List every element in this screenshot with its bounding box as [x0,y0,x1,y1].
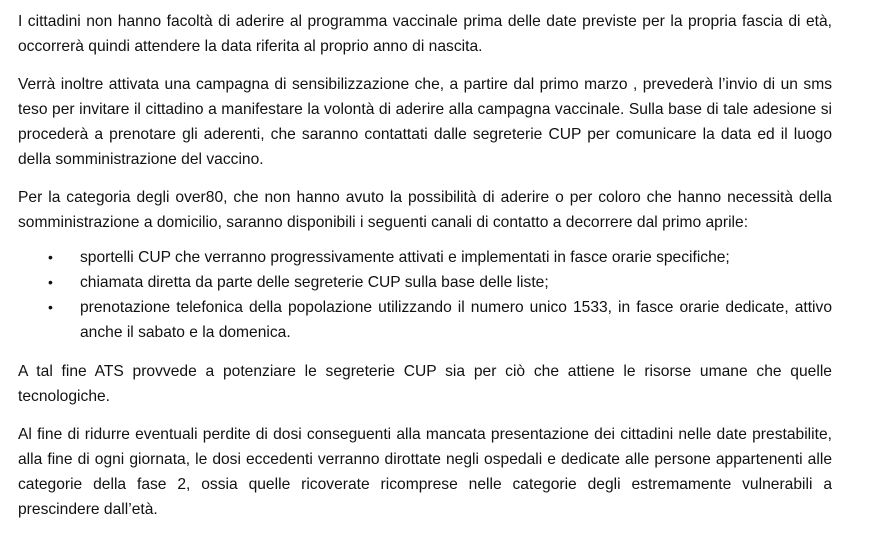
bullet-icon: • [48,249,53,265]
contact-channels-list [18,245,832,345]
list-item [18,295,832,345]
bullet-icon: • [48,299,53,315]
paragraph-awareness-campaign: Verrà inoltre attivata una campagna di sensibilizzazione che, a partire dal primo marzo , prevederà l’invio di un sms teso per invitare il cittadino a manifestare la volontà di aderire alla campagna vaccinale. Sulla base di tale adesione si procederà a prenotare gli aderenti, che saranno contattati dalle segreterie CUP per comunicare la data ed il luogo della somministrazione del vaccino. [18,76,832,168]
list-item-text: sportelli CUP che verranno progressivamente attivati e implementati in fasce orarie specifiche; [80,249,730,266]
paragraph-over80-channels: Per la categoria degli over80, che non hanno avuto la possibilità di aderire o per coloro che hanno necessità della somministrazione a domicilio, saranno disponibili i seguenti canali di contatto a decorrere dal primo aprile: [18,189,832,231]
list-item-text: chiamata diretta da parte delle segreterie CUP sulla base delle liste; [80,274,549,291]
list-item-text: prenotazione telefonica della popolazione utilizzando il numero unico 1533, in fasce orarie dedicate, attivo anche il sabato e la domenica. [80,299,832,341]
list-item [18,245,832,270]
paragraph-dose-waste: Al fine di ridurre eventuali perdite di dosi conseguenti alla mancata presentazione dei cittadini nelle date prestabilite, alla fine di ogni giornata, le dosi eccedenti verranno dirottate negli ospedali e dedicate alle persone appartenenti alle categorie della fase 2, ossia quelle ricoverate ricomprese nelle categorie degli estremamente vulnerabili a prescindere dall’età. [18,426,832,518]
list-item [18,270,832,295]
bullet-icon: • [48,274,53,290]
paragraph-ats-cup: A tal fine ATS provvede a potenziare le segreterie CUP sia per ciò che attiene le risorse umane che quelle tecnologiche. [18,363,832,405]
paragraph-eligibility: I cittadini non hanno facoltà di aderire al programma vaccinale prima delle date previste per la propria fascia di età, occorrerà quindi attendere la data riferita al proprio anno di nascita. [18,13,832,55]
